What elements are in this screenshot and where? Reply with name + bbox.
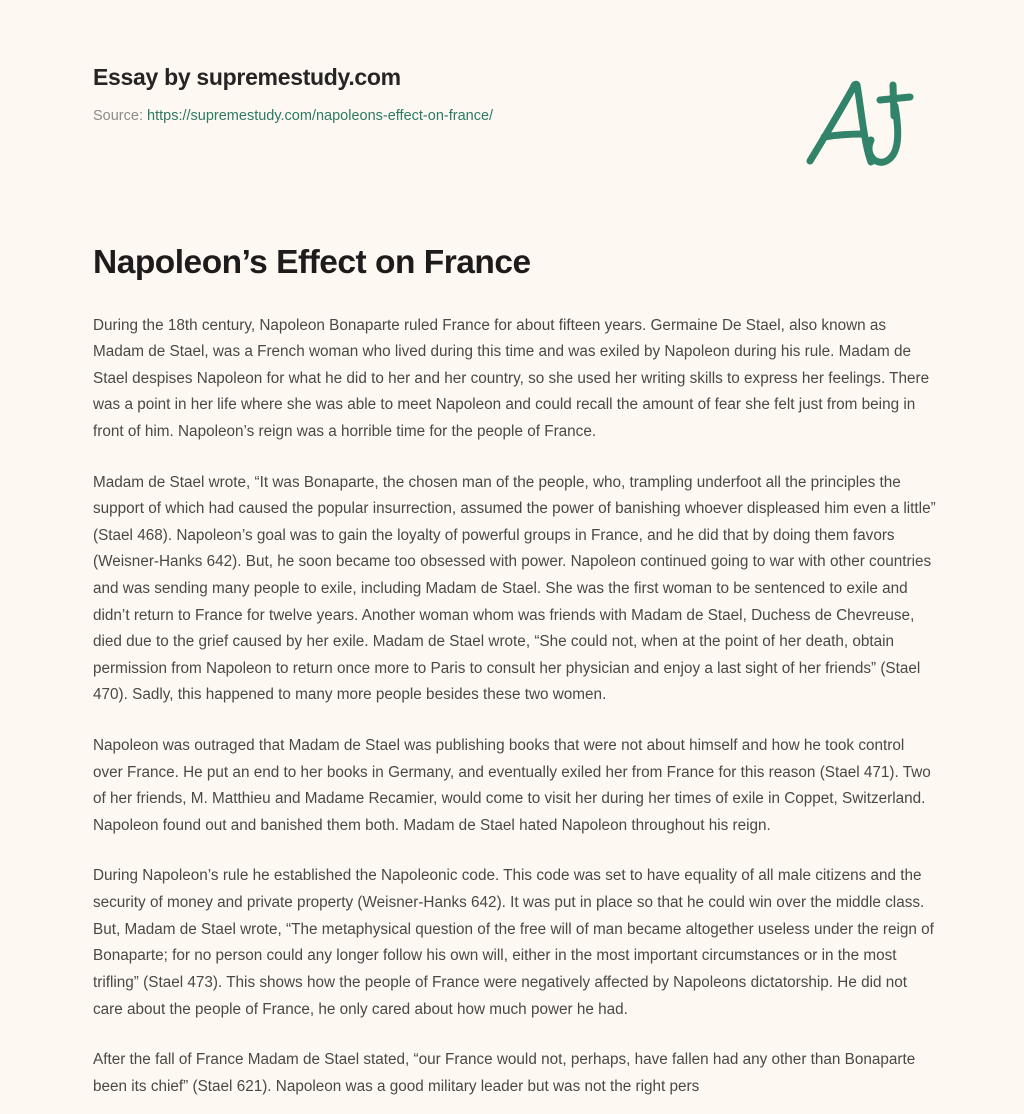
- a-plus-logo-icon: [798, 66, 918, 178]
- source-url-link[interactable]: https://supremestudy.com/napoleons-effect-on-france/: [147, 107, 494, 124]
- article-body: [93, 313, 938, 1101]
- page-title: Napoleon’s Effect on France: [93, 244, 531, 281]
- article: [93, 243, 938, 1100]
- brand-block: [93, 64, 733, 125]
- paragraph: During the 18th century, Napoleon Bonaparte ruled France for about fifteen years. Germaine De Stael, also known as Madam de Stael, was a French woman who lived during this time and was exiled by Napoleon during his rule. Madam de Stael despises Napoleon for what he did to her and her country, so she used her writing skills to express her feelings. There was a point in her life where she was able to meet Napoleon and could recall the amount of fear she felt just from being in front of him. Napoleon’s reign was a horrible time for the people of France.: [93, 316, 930, 440]
- paragraph: After the fall of France Madam de Stael stated, “our France would not, perhaps, have fallen had any other than Bonaparte been its chief” (Stael 621). Napoleon was a good military leader but was not the right pers: [93, 1051, 916, 1095]
- paragraph: During Napoleon’s rule he established the Napoleonic code. This code was set to have equality of all male citizens and the security of money and private property (Weisner-Hanks 642). It was put in place so that he could win over the middle class. But, Madam de Stael wrote, “The metaphysical question of the free will of man became altogether useless under the reign of Bonaparte; for no person could any longer follow his own will, either in the most important circumstances or in the most trifling” (Stael 473). This shows how the people of France were negatively affected by Napoleons dictatorship. He did not care about the people of France, he only cared about how much power he had.: [93, 867, 934, 1018]
- paragraph: Madam de Stael wrote, “It was Bonaparte, the chosen man of the people, who, trampling underfoot all the principles the support of which had caused the popular insurrection, assumed the power of banishing whoever displeased him even a little” (Stael 468). Napoleon’s goal was to gain the loyalty of powerful groups in France, and he did that by doing them favors (Weisner-Hanks 642). But, he soon became too obsessed with power. Napoleon continued going to war with other countries and was sending many people to exile, including Madam de Stael. She was the first woman to be sentenced to exile and didn’t return to France for twelve years. Another woman whom was friends with Madam de Stael, Duchess de Chevreuse, died due to the grief caused by her exile. Madam de Stael wrote, “She could not, when at the point of her death, obtain permission from Napoleon to return once more to Paris to consult her physician and enjoy a last sight of her friends” (Stael 470). Sadly, this happened to many more people besides these two women.: [93, 473, 936, 704]
- document-header: [0, 0, 1024, 200]
- source-label: Source:: [93, 107, 143, 124]
- brand-title: Essay by supremestudy.com: [93, 64, 401, 90]
- paragraph: Napoleon was outraged that Madam de Stael was publishing books that were not about himself and how he took control over France. He put an end to her books in Germany, and eventually exiled her from France for this reason (Stael 471). Two of her friends, M. Matthieu and Madame Recamier, would come to visit her during her times of exile in Coppet, Switzerland. Napoleon found out and banished them both. Madam de Stael hated Napoleon throughout his reign.: [93, 737, 931, 834]
- source-line: [93, 107, 733, 126]
